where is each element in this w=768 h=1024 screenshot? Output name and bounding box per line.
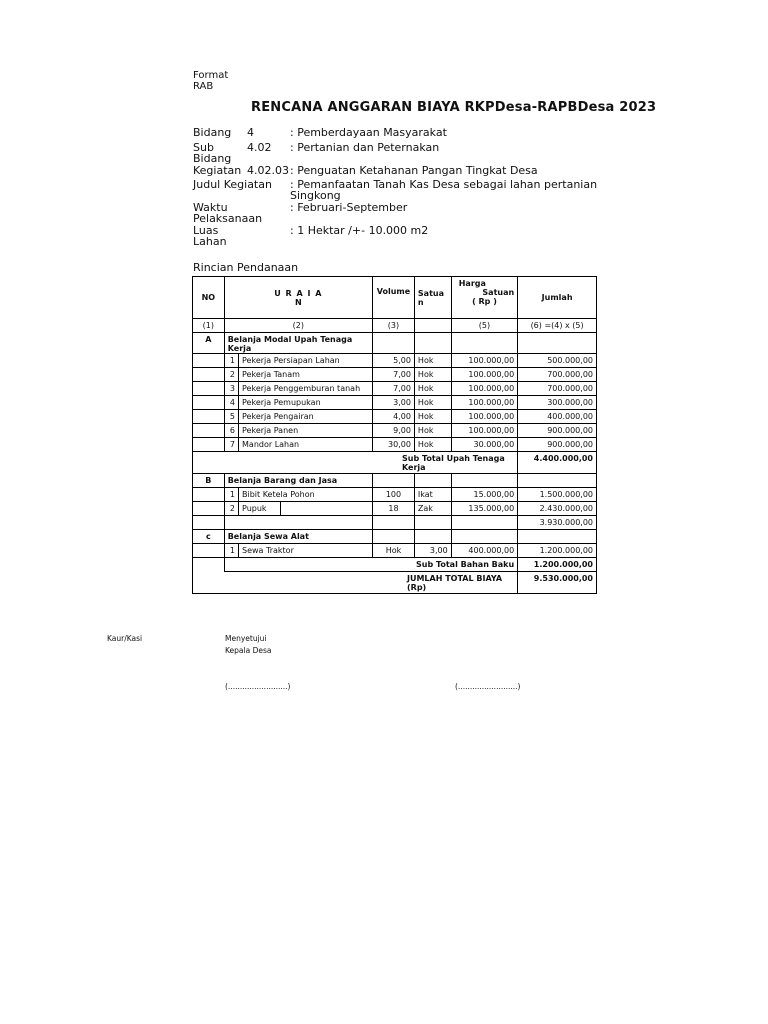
num-volume: (3)	[373, 319, 415, 333]
item-uraian: Pupuk	[239, 502, 281, 516]
judul-label: Judul Kegiatan	[193, 178, 272, 191]
format-label-line2: RAB	[193, 81, 214, 92]
kaur-label: Kaur/Kasi	[107, 634, 143, 643]
judul-value-1: : Pemanfaatan Tanah Kas Desa sebagai lahan pertanian	[290, 178, 598, 191]
item-uraian: Pekerja Tanam	[239, 368, 373, 382]
section-c-row	[193, 530, 597, 544]
empty-cell	[451, 530, 517, 544]
item-satuan: Ikat	[414, 488, 451, 502]
table-row	[193, 410, 597, 424]
bidang-label: Bidang	[193, 126, 232, 139]
empty-cell	[193, 502, 225, 516]
format-label-line1: Format	[193, 70, 229, 81]
col-head-uraian-line2: N	[295, 297, 302, 307]
b-total-value: 3.930.000,00	[518, 516, 597, 530]
sub-bidang-code: 4.02	[247, 141, 272, 154]
item-no: 6	[224, 424, 238, 438]
item-volume: 9,00	[373, 424, 415, 438]
item-volume: 3,00	[373, 396, 415, 410]
section-a-title: Belanja Modal Upah Tenaga Kerja	[224, 333, 372, 354]
item-satuan: Hok	[414, 438, 451, 452]
item-harga: 400.000,00	[451, 544, 517, 558]
empty-cell	[193, 368, 225, 382]
subtotal-upah-label	[193, 452, 518, 474]
waktu-label-1: Waktu	[193, 201, 228, 214]
section-b-title: Belanja Barang dan Jasa	[224, 474, 372, 488]
numbering-row	[193, 319, 597, 333]
col-head-harga-line3: ( Rp )	[472, 297, 497, 306]
empty-cell	[414, 530, 451, 544]
col-head-volume: Volume	[373, 277, 415, 319]
sub-bidang-value: : Pertanian dan Peternakan	[290, 141, 440, 154]
empty-cell	[518, 530, 597, 544]
kegiatan-code: 4.02.03	[247, 164, 289, 177]
subtotal-upah-row	[193, 452, 597, 474]
item-uraian: Pekerja Penggemburan tanah	[239, 382, 373, 396]
table-row	[193, 502, 597, 516]
item-no: 7	[224, 438, 238, 452]
rincian-label: Rincian Pendanaan	[193, 261, 299, 274]
subtotal-upah-label-2: Kerja	[402, 462, 426, 472]
signature-line-right: (.........................)	[455, 682, 521, 691]
empty-cell	[193, 488, 225, 502]
item-jumlah: 700.000,00	[518, 382, 597, 396]
empty-cell	[224, 516, 372, 530]
sub-bidang-label-2: Bidang	[193, 152, 232, 165]
empty-cell	[193, 354, 225, 368]
document-title: RENCANA ANGGARAN BIAYA RKPDesa-RAPBDesa 2023	[251, 100, 657, 115]
empty-cell	[280, 502, 372, 516]
subtotal-bahan-label: Sub Total Bahan Baku	[224, 558, 518, 572]
empty-cell	[193, 382, 225, 396]
col-head-satuan-line1: Satua	[417, 288, 444, 298]
item-harga: 100.000,00	[451, 396, 517, 410]
grand-total-value: 9.530.000,00	[518, 572, 597, 594]
empty-cell	[451, 516, 517, 530]
section-a-row	[193, 333, 597, 354]
item-satuan: Zak	[414, 502, 451, 516]
grand-total-label-2: (Rp)	[407, 582, 427, 592]
empty-cell	[451, 474, 517, 488]
waktu-value: : Februari-September	[290, 201, 408, 214]
item-satuan: Hok	[414, 368, 451, 382]
item-volume: 7,00	[373, 382, 415, 396]
section-a-no: A	[193, 333, 225, 354]
item-uraian: Sewa Traktor	[239, 544, 373, 558]
luas-label-2: Lahan	[193, 235, 227, 248]
item-no: 1	[224, 354, 238, 368]
item-no: 2	[224, 502, 238, 516]
item-volume: 5,00	[373, 354, 415, 368]
empty-cell	[193, 424, 225, 438]
num-satuan	[414, 319, 451, 333]
item-jumlah: 1.500.000,00	[518, 488, 597, 502]
item-harga: 30.000,00	[451, 438, 517, 452]
table-row	[193, 424, 597, 438]
item-no: 1	[224, 488, 238, 502]
kegiatan-label: Kegiatan	[193, 164, 242, 177]
bidang-code: 4	[247, 126, 254, 139]
item-jumlah: 700.000,00	[518, 368, 597, 382]
item-satuan: Hok	[414, 382, 451, 396]
rab-table	[192, 276, 597, 594]
subtotal-bahan-row	[193, 558, 597, 572]
empty-cell	[451, 333, 517, 354]
item-volume: 4,00	[373, 410, 415, 424]
table-row	[193, 488, 597, 502]
table-row	[193, 368, 597, 382]
item-uraian: Pekerja Panen	[239, 424, 373, 438]
col-head-uraian-line1: U R A I A	[274, 288, 323, 298]
kegiatan-value: : Penguatan Ketahanan Pangan Tingkat Desa	[290, 164, 538, 177]
subtotal-upah-label-1: Sub Total Upah Tenaga	[402, 453, 505, 463]
item-uraian: Mandor Lahan	[239, 438, 373, 452]
item-harga: 100.000,00	[451, 382, 517, 396]
item-uraian: Pekerja Pemupukan	[239, 396, 373, 410]
item-satuan: 3,00	[414, 544, 451, 558]
grand-total-label	[193, 572, 518, 594]
col-head-no: NO	[193, 277, 225, 319]
section-b-no: B	[193, 474, 225, 488]
num-jumlah: (6) =(4) x (5)	[518, 319, 597, 333]
item-no: 3	[224, 382, 238, 396]
subtotal-upah-value: 4.400.000,00	[518, 452, 597, 474]
col-head-uraian	[224, 277, 372, 319]
item-jumlah: 900.000,00	[518, 424, 597, 438]
empty-cell	[414, 474, 451, 488]
item-satuan: Hok	[414, 410, 451, 424]
section-c-title: Belanja Sewa Alat	[224, 530, 372, 544]
item-jumlah: 900.000,00	[518, 438, 597, 452]
format-label	[193, 70, 228, 92]
item-no: 2	[224, 368, 238, 382]
empty-cell	[414, 333, 451, 354]
waktu-label-2: Pelaksanaan	[193, 212, 263, 225]
empty-cell	[373, 516, 415, 530]
col-head-jumlah: Jumlah	[518, 277, 597, 319]
num-no: (1)	[193, 319, 225, 333]
grand-total-row	[193, 572, 597, 594]
subtotal-bahan-value: 1.200.000,00	[518, 558, 597, 572]
num-uraian: (2)	[224, 319, 372, 333]
empty-cell	[193, 438, 225, 452]
table-header-row	[193, 277, 597, 319]
luas-label-1: Luas	[193, 224, 219, 237]
empty-cell	[193, 410, 225, 424]
empty-cell	[518, 474, 597, 488]
item-no: 4	[224, 396, 238, 410]
item-satuan: Hok	[414, 354, 451, 368]
empty-cell	[518, 333, 597, 354]
table-row	[193, 544, 597, 558]
empty-cell	[373, 530, 415, 544]
col-head-satuan	[414, 277, 451, 319]
item-harga: 100.000,00	[451, 410, 517, 424]
signature-line-left: (.........................)	[225, 682, 291, 691]
col-head-harga-line2: Satuan	[482, 288, 515, 297]
item-harga: 100.000,00	[451, 424, 517, 438]
col-head-harga	[451, 277, 517, 319]
empty-cell	[373, 333, 415, 354]
item-uraian: Pekerja Pengairan	[239, 410, 373, 424]
col-head-harga-line1: Harga	[458, 279, 486, 288]
empty-cell	[193, 558, 225, 572]
item-uraian: Pekerja Persiapan Lahan	[239, 354, 373, 368]
luas-value: : 1 Hektar /+- 10.000 m2	[290, 224, 429, 237]
item-jumlah: 2.430.000,00	[518, 502, 597, 516]
col-head-satuan-line2: n	[417, 297, 424, 307]
table-row	[193, 438, 597, 452]
item-volume: 7,00	[373, 368, 415, 382]
item-jumlah: 500.000,00	[518, 354, 597, 368]
item-uraian: Bibit Ketela Pohon	[239, 488, 373, 502]
item-volume: 30,00	[373, 438, 415, 452]
item-harga: 15.000,00	[451, 488, 517, 502]
item-volume: 18	[373, 502, 415, 516]
kepala-desa-label: Kepala Desa	[225, 646, 272, 655]
sub-bidang-label-1: Sub	[193, 141, 214, 154]
item-volume: Hok	[373, 544, 415, 558]
table-row	[193, 354, 597, 368]
table-row	[193, 396, 597, 410]
item-harga: 135.000,00	[451, 502, 517, 516]
judul-value-2: Singkong	[290, 189, 341, 202]
menyetujui-label: Menyetujui	[225, 634, 267, 643]
item-no: 5	[224, 410, 238, 424]
item-satuan: Hok	[414, 424, 451, 438]
item-jumlah: 1.200.000,00	[518, 544, 597, 558]
item-no: 1	[224, 544, 238, 558]
empty-cell	[193, 396, 225, 410]
grand-total-label-1: JUMLAH TOTAL BIAYA	[407, 573, 503, 583]
item-satuan: Hok	[414, 396, 451, 410]
table-row	[193, 382, 597, 396]
num-harga: (5)	[451, 319, 517, 333]
item-harga: 100.000,00	[451, 368, 517, 382]
empty-cell	[193, 544, 225, 558]
item-jumlah: 400.000,00	[518, 410, 597, 424]
b-total-row	[193, 516, 597, 530]
item-volume: 100	[373, 488, 415, 502]
empty-cell	[373, 474, 415, 488]
item-jumlah: 300.000,00	[518, 396, 597, 410]
item-harga: 100.000,00	[451, 354, 517, 368]
empty-cell	[414, 516, 451, 530]
section-b-row	[193, 474, 597, 488]
bidang-value: : Pemberdayaan Masyarakat	[290, 126, 447, 139]
section-c-no: c	[193, 530, 225, 544]
empty-cell	[193, 516, 225, 530]
